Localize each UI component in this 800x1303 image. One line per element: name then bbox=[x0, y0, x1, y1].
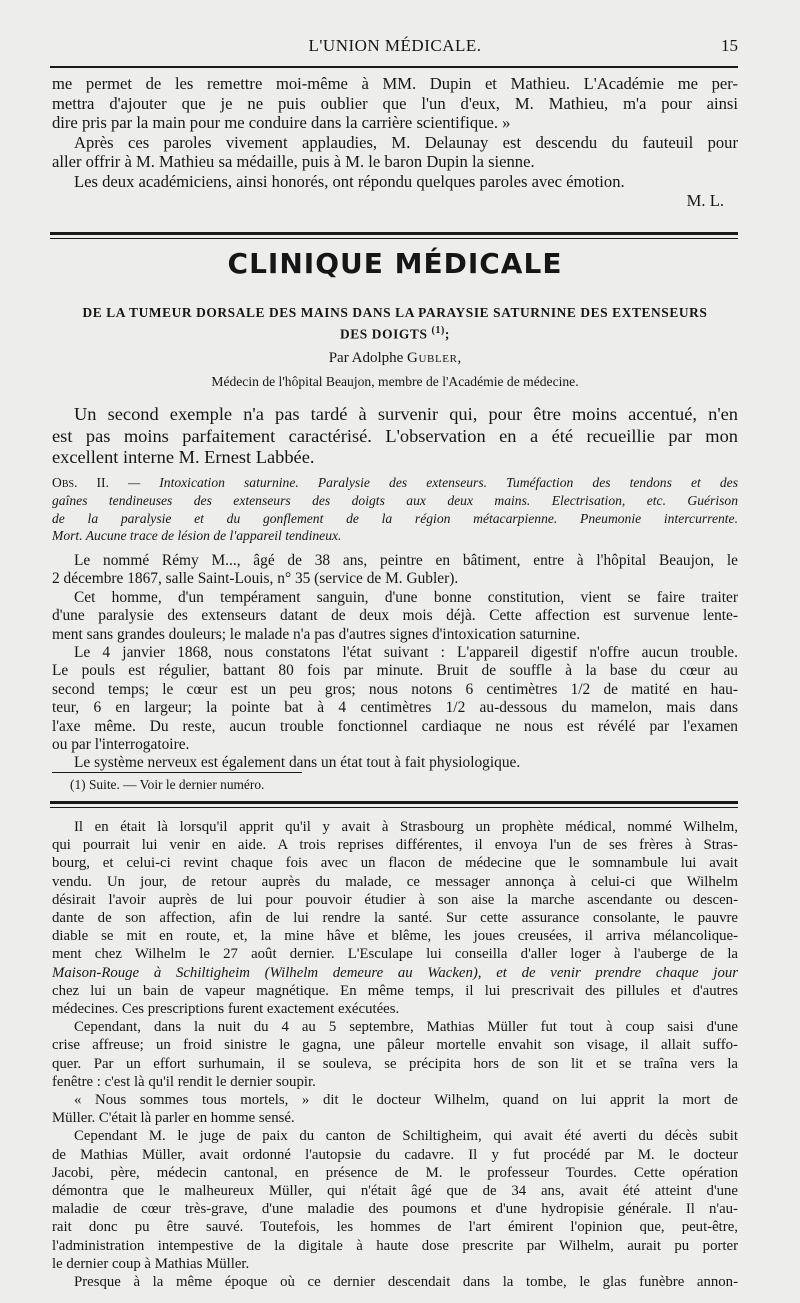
subtitle-line: DES DOIGTS bbox=[340, 326, 428, 342]
text-line: ou par l'interrogatoire. bbox=[52, 736, 190, 754]
text-line: de la paralysie et du gonflement de la région métacarpienne. Pneumonie intercurrente. bbox=[52, 510, 738, 526]
text-line: médecines. Ces prescriptions furent exactement exécutées. bbox=[52, 1001, 400, 1018]
subtitle-line: DE LA TUMEUR DORSALE DES MAINS DANS LA PARAYSIE SATURNINE DES EXTENSEURS bbox=[82, 305, 708, 320]
text-line: Les deux académiciens, ainsi honorés, ont répondu quelques paroles avec émotion. bbox=[74, 171, 625, 191]
text-line: Maison-Rouge à Schiltigheim (Wilhelm demeure au Wacken), et de venir prendre chaque jour bbox=[52, 964, 738, 981]
feuilleton-rule-thin bbox=[50, 807, 738, 808]
text-line: Après ces paroles vivement applaudies, M. Delaunay est descendu du fauteuil pour bbox=[74, 132, 738, 152]
text-line: Jacobi, père, médecin cantonal, en présence de M. le professeur Tourdes. Cette opération bbox=[52, 1164, 738, 1181]
text-line: Mort. Aucune trace de lésion de l'appareil tendineux. bbox=[52, 528, 342, 544]
byline bbox=[52, 350, 738, 367]
text-line: Le nommé Rémy M..., âgé de 38 ans, peintre en bâtiment, entre à l'hôpital Beaujon, le bbox=[74, 552, 738, 569]
observation-label: Obs. II. bbox=[52, 475, 109, 490]
text-line: aller offrir à M. Mathieu sa médaille, puis à M. le baron Dupin la sienne. bbox=[52, 152, 535, 171]
text-line: fenêtre : c'est là qu'il rendit le dernier soupir. bbox=[52, 1073, 316, 1090]
text-line: 2 décembre 1867, salle Saint-Louis, n° 35 (service de M. Gubler). bbox=[52, 570, 459, 588]
article-subtitle-2 bbox=[52, 325, 738, 342]
text-line: Le système nerveux est également dans un état tout à fait physiologique. bbox=[74, 754, 521, 772]
observation-heading bbox=[52, 474, 738, 545]
text-line: ment chez Wilhelm le 27 août dernier. L'Esculape lui conseilla d'aller loger à l'auberge de la bbox=[52, 946, 738, 963]
intro-text bbox=[52, 74, 738, 211]
author-affiliation: Médecin de l'hôpital Beaujon, membre de l'Académie de médecine. bbox=[211, 374, 579, 389]
article-subtitle bbox=[52, 305, 738, 321]
text-line: Il en était là lorsqu'il apprit qu'il y avait à Strasbourg un prophète médical, nommé Wilhelm, bbox=[74, 819, 738, 835]
section-title: CLINIQUE MÉDICALE bbox=[227, 247, 563, 280]
feuilleton-rule-thick bbox=[50, 801, 738, 804]
text-line: l'administration intempestive de la digitale à haute dose prescrite par Wilhelm, aurait pu porter bbox=[52, 1237, 738, 1254]
text-line: « Nous sommes tous mortels, » dit le docteur Wilhelm, quand on lui apprit la mort de bbox=[74, 1092, 738, 1109]
text-line: mettra d'ajouter que je ne puis oublier que l'un d'eux, M. Mathieu, m'a pour ainsi bbox=[52, 93, 738, 113]
footnote: (1) Suite. — Voir le dernier numéro. bbox=[70, 777, 265, 792]
text-line: chez lui un bain de vapeur magnétique. En même temps, il lui prescrivait des pillules et d'autres bbox=[52, 982, 738, 999]
text-line: teur, 6 en largeur; la pointe bat à 4 centimètres 1/2 au-dessous du mamelon, mais dans bbox=[52, 699, 738, 717]
running-header bbox=[52, 36, 738, 60]
text-line: gaînes tendineuses des extenseurs des doigts aux deux mains. Electrisation, etc. Guérison bbox=[52, 492, 738, 508]
text-line bbox=[52, 474, 738, 492]
feuilleton-text bbox=[52, 818, 738, 1291]
text-line: de Mathias Müller, avait ordonné l'autopsie du cadavre. Il y fut procédé par M. le docteur bbox=[52, 1146, 738, 1163]
text-line: Presque à la même époque où ce dernier descendait dans la tombe, le glas funèbre annon- bbox=[74, 1274, 738, 1291]
text-line: bourg, et celui-ci revint chaque fois avec un flacon de médecine que le somnambule lui avait bbox=[52, 855, 738, 872]
text-line: d'une paralysie des extenseurs datant de deux mois déjà. Cette affection est survenue lente- bbox=[52, 607, 738, 625]
text-line: rait donc pu être sauvé. Toutefois, les hommes de l'art émirent l'opinion que, peut-être, bbox=[52, 1219, 738, 1236]
text-line: Cependant M. le juge de paix du canton de Schiltigheim, qui avait été averti du décès subit bbox=[74, 1128, 738, 1145]
text-line: Müller. C'était là parler en homme sensé. bbox=[52, 1110, 295, 1127]
text-line: vendu. Un jour, de retour auprès du malade, ce messager annonça à celui-ci que Wilhelm bbox=[52, 873, 738, 890]
text-line: Un second exemple n'a pas tardé à survenir qui, pour être moins accentué, n'en bbox=[74, 404, 738, 424]
section-rule-thick bbox=[50, 232, 738, 235]
footnote-marker: (1) bbox=[431, 325, 445, 336]
text-line: diable se mit en route, et, la mine hâve et blême, les joues creusées, il arriva mélancolique- bbox=[52, 928, 738, 945]
text-line: excellent interne M. Ernest Labbée. bbox=[52, 447, 315, 467]
lead-paragraph bbox=[52, 404, 738, 469]
text-line: maladie de cœur très-grave, d'une maladie des poumons et d'une hydropisie générale. Il n'au- bbox=[52, 1201, 738, 1218]
section-rule-thin bbox=[50, 238, 738, 239]
footnote-rule bbox=[52, 772, 302, 773]
text-line: me permet de les remettre moi-même à MM. Dupin et Mathieu. L'Académie me per- bbox=[52, 74, 738, 93]
signature: M. L. bbox=[686, 191, 724, 210]
text-line: Le 4 janvier 1868, nous constatons l'état suivant : L'appareil digestif n'offre aucun trouble. bbox=[74, 644, 738, 662]
text-line: Cependant, dans la nuit du 4 au 5 septembre, Mathias Müller fut tout à coup saisi d'une bbox=[74, 1019, 738, 1036]
text-line: dante de son affection, afin de lui rendre la santé. Sur cette assurance consolante, le pauvre bbox=[52, 910, 738, 927]
text-line: qui pourrait lui venir en aide. A trois reprises différentes, il envoya l'un de ses frères à Stras- bbox=[52, 837, 738, 854]
text-line: Le pouls est régulier, battant 80 fois par minute. Bruit de souffle à la base du cœur au bbox=[52, 662, 738, 680]
header-rule bbox=[50, 66, 738, 68]
case-report bbox=[52, 552, 738, 773]
text-line: le dernier coup à Mathias Müller. bbox=[52, 1255, 250, 1272]
text-line: crise affreuse; un froid sinistre le gagna, une pâleur mortelle envahit son visage, il allait suffo- bbox=[52, 1037, 738, 1054]
text-line: est pas moins parfaitement caractérisé. L'observation en a été recueillie par mon bbox=[52, 425, 738, 446]
text-line: désirait l'avoir auprès de lui pour pouvoir étudier à son aise la marche ascendante ou descen- bbox=[52, 891, 738, 908]
text-line: dire pris par la main pour me conduire dans la carrière scientifique. » bbox=[52, 113, 511, 132]
page-number: 15 bbox=[721, 36, 738, 55]
text-line: second temps; le cœur est un peu gros; nous notons 6 centimètres 1/2 de matité en hau- bbox=[52, 680, 738, 698]
text-line: l'axe même. Du reste, aucun trouble fonctionnel cardiaque ne nous est révélé par l'examen bbox=[52, 717, 738, 735]
byline-prefix: Par Adolphe bbox=[328, 350, 404, 366]
subtitle-end: ; bbox=[444, 326, 450, 342]
text-line: ment sans grandes douleurs; le malade n'a pas d'autres signes d'intoxication saturnine. bbox=[52, 625, 581, 643]
text-line: Cet homme, d'un tempérament sanguin, d'une bonne constitution, vient se faire traiter bbox=[74, 588, 738, 606]
author-name: Gubler bbox=[407, 350, 458, 366]
observation-title: — Intoxication saturnine. Paralysie des extenseurs. Tuméfaction des tendons et des bbox=[108, 475, 738, 490]
text-line: quer. Par un effort surhumain, il se souleva, se précipita hors de son lit et se traîna vers la bbox=[52, 1055, 738, 1072]
byline-suffix: , bbox=[457, 350, 462, 366]
running-title: L'UNION MÉDICALE. bbox=[308, 36, 482, 55]
text-line: démontra que le malheureux Müller, qui n'était âgé que de 34 ans, avait été atteint d'une bbox=[52, 1183, 738, 1200]
